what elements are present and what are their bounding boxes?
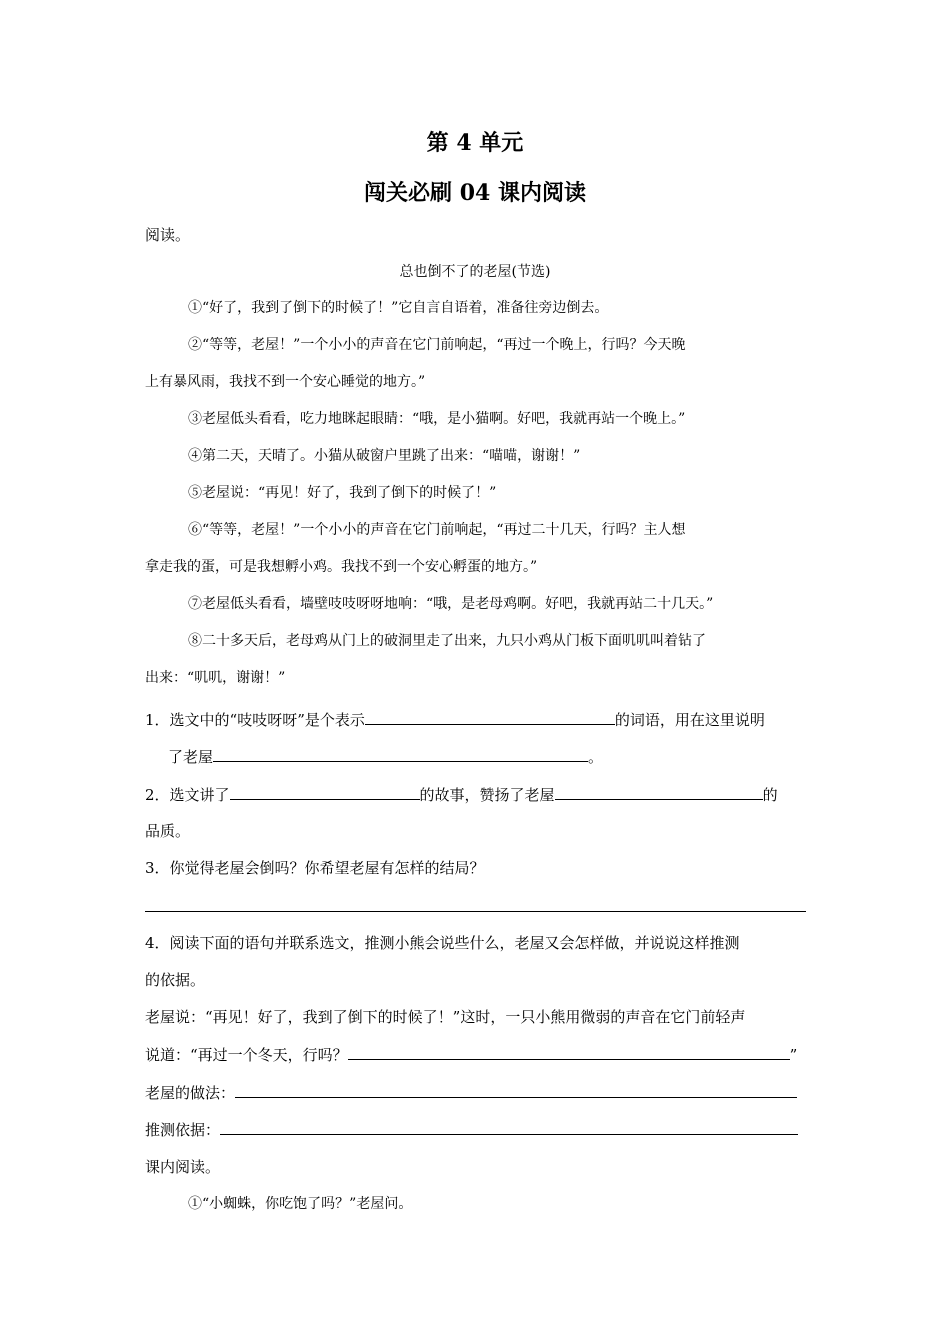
question-1-text-d: 。 [588,748,604,766]
paragraph-7: ⑦老屋低头看看，墙壁吱吱呀呀地响：“哦，是老母鸡啊。好吧，我就再站二十几天。” [188,596,714,612]
paragraph-2-cont: 上有暴风雨，我找不到一个安心睡觉的地方。” [145,374,426,390]
question-4-quote-end: ” [789,1046,798,1064]
unit-title: 第 4 单元 [426,130,524,156]
section-title: 闯关必刷 04 课内阅读 [364,180,586,206]
paragraph-1: ①“好了，我到了倒下的时候了！”它自言自语着，准备往旁边倒去。 [188,300,609,316]
paragraph-3: ③老屋低头看看，吃力地眯起眼睛：“哦，是小猫啊。好吧，我就再站一个晚上。” [188,411,686,427]
paragraph-4: ④第二天，天晴了。小猫从破窗户里跳了出来：“喵喵，谢谢！” [188,448,581,464]
question-4-bear-line [145,1044,797,1065]
question-1-blank-1[interactable] [365,709,615,725]
question-2 [145,784,778,805]
question-2-cont: 品质。 [145,822,191,840]
question-4-bear-text: 说道：“再过一个冬天，行吗？ [145,1046,348,1064]
question-2-blank-1[interactable] [230,784,420,800]
paragraph-6: ⑥“等等，老屋！”一个小小的声音在它门前响起，“再过二十几天，行吗？主人想 [188,522,686,538]
question-2-text-b: 的故事，赞扬了老屋 [419,786,555,804]
section-2-paragraph-1: ①“小蜘蛛，你吃饱了吗？”老屋问。 [188,1196,413,1212]
paragraph-8-cont: 出来：“叽叽，谢谢！” [145,670,286,686]
paragraph-8: ⑧二十多天后，老母鸡从门上的破洞里走了出来，九只小鸡从门板下面叽叽叫着钻了 [188,633,706,649]
question-4: 4．阅读下面的语句并联系选文，推测小熊会说些什么，老屋又会怎样做，并说说这样推测 [145,934,740,952]
bear-words-blank[interactable] [348,1044,790,1060]
house-action-line [145,1082,797,1103]
question-4-quote: 老屋说：“再见！好了，我到了倒下的时候了！”这时，一只小熊用微弱的声音在它门前轻声 [145,1008,746,1026]
paragraph-6-cont: 拿走我的蛋，可是我想孵小鸡。我找不到一个安心孵蛋的地方。” [145,559,538,575]
section-2-instruction: 课内阅读。 [145,1158,221,1176]
question-1-blank-2[interactable] [213,746,588,762]
reason-label: 推测依据： [145,1121,221,1139]
paragraph-5: ⑤老屋说：“再见！好了，我到了倒下的时候了！” [188,485,497,501]
question-4-cont: 的依据。 [145,971,206,989]
question-2-text-c: 的 [762,786,778,804]
question-1 [145,709,765,730]
question-2-text-a: 2．选文讲了 [145,786,230,804]
question-3-answer-line[interactable] [145,911,806,912]
reading-instruction: 阅读。 [145,226,191,244]
question-1-text-c: 了老屋 [168,748,214,766]
house-action-label: 老屋的做法： [145,1084,236,1102]
reason-blank[interactable] [220,1119,798,1135]
reason-line [145,1119,798,1140]
question-1-text-a: 1．选文中的“吱吱呀呀”是个表示 [145,711,365,729]
passage-title: 总也倒不了的老屋(节选) [399,264,551,280]
question-3: 3．你觉得老屋会倒吗？你希望老屋有怎样的结局？ [145,859,485,877]
house-action-blank[interactable] [235,1082,797,1098]
question-2-blank-2[interactable] [555,784,763,800]
question-1-text-b: 的词语，用在这里说明 [614,711,765,729]
paragraph-2: ②“等等，老屋！”一个小小的声音在它门前响起，“再过一个晚上，行吗？今天晚 [188,337,686,353]
question-1-cont [168,746,603,767]
